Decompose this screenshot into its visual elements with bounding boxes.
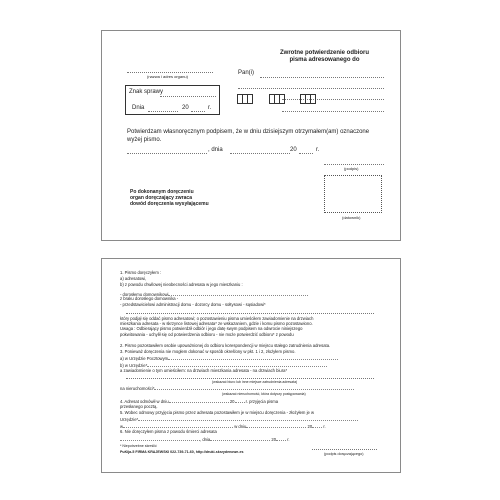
back-line-18: przesłanego pocztą. bbox=[120, 404, 158, 409]
signature-caption: (podpis) bbox=[344, 166, 359, 171]
carrier-signature-line bbox=[312, 449, 377, 450]
back-line-7: który podjął się oddać pismo adresatowi; o pozostawieniu pisma umieściłem zawiadomienie na drzwiach bbox=[120, 316, 314, 321]
return-receipt-front bbox=[101, 30, 401, 241]
back-printer: PuKija-5 FIRMA KRAJEWSKI 022-739-71-60, http://druki-skrzydenowe-es bbox=[120, 450, 244, 454]
back-fill-1 bbox=[126, 313, 374, 314]
back-line-1: 1. Pismo doręczyłem : bbox=[120, 270, 162, 275]
back-line-11: 2. Pismo pozostawiłem osobie upoważnionej do odbioru korespondencji w miejscu stałego zatrudnienia adresata. bbox=[120, 343, 331, 348]
date-year: 20 bbox=[182, 105, 189, 111]
back-caption-property: (wskazać nieruchomość, która dotyczy postępowania) bbox=[222, 392, 306, 396]
signature-line bbox=[324, 164, 384, 165]
place-date-line bbox=[230, 153, 290, 154]
back-line-15: a zawiadomienie o tym umieściłem: na drzwiach mieszkania adresata - na drzwiach biura* bbox=[120, 368, 288, 373]
back-line-5: z braku dorosłego domownika - bbox=[120, 296, 179, 301]
place-year: 20 bbox=[290, 147, 297, 153]
case-number-line bbox=[160, 96, 216, 97]
recipient-label: Pan(i) bbox=[238, 70, 255, 76]
back-caption-office: (wskazać biuro lub inne miejsce zatrudnienia adresata) bbox=[212, 380, 298, 384]
back-line-8: mieszkania adresata - w skrzynce listowej adresata* ze wskazaniem, gdzie i komu pismo pozostawiono. bbox=[120, 321, 313, 326]
back-line-10: pokwitowania - uchylił się od potwierdzenia odbioru - nie może potwierdzić odbioru* z powodu bbox=[120, 332, 294, 337]
recipient-line-4 bbox=[282, 111, 384, 112]
case-box bbox=[125, 85, 220, 115]
back-line-21: w w dniu 20 r. bbox=[120, 424, 326, 429]
back-fill-2 bbox=[126, 378, 374, 379]
recipient-line-3 bbox=[282, 99, 384, 100]
back-line-2: a) adresatowi, bbox=[120, 276, 147, 281]
back-line-12: 3. Ponieważ doręczenia nie mogłem dokonać w sposób określony w pkt. 1 i 2, złożyłem pismo. bbox=[120, 349, 296, 354]
back-line-19: 5. Wobec odmowy przyjęcia pismo przez adresata pozostawiłem je w miejscu doręczenia - złożyłem je w bbox=[120, 410, 315, 415]
back-line-3: b) z powodu chwilowej nieobecności adresata w jego mieszkaniu : bbox=[120, 282, 243, 287]
postcode-boxes-a bbox=[237, 94, 252, 104]
place-date-label: , dnia bbox=[208, 147, 223, 153]
back-footnote: * Niepotrzebne skreślić bbox=[120, 444, 157, 448]
date-label: Dnia bbox=[132, 105, 145, 111]
recipient-line-1 bbox=[260, 77, 384, 78]
back-line-23: , dnia 20 r. bbox=[120, 437, 290, 442]
back-line-20: Urzędzie* bbox=[120, 417, 358, 422]
back-line-17: 4. Adresat odmówił w dniu 20 r. przyjęcia pisma bbox=[120, 399, 279, 404]
sender-line bbox=[127, 72, 213, 73]
back-line-6: - przedstawicielowi administracji domu - dozorcy domu - sołtysowi - sąsiadowi* bbox=[120, 302, 266, 307]
date-suffix: r. bbox=[208, 105, 212, 111]
case-label: Znak sprawy bbox=[129, 89, 164, 95]
date-line bbox=[148, 111, 178, 112]
place-suffix: r. bbox=[316, 147, 320, 153]
stamp-box bbox=[324, 175, 382, 213]
return-receipt-back bbox=[101, 258, 401, 473]
receipt-header: Zwrotne potwierdzenie odbioru pisma adresowanego do bbox=[280, 50, 369, 63]
back-line-22: 6. Nie doręczyłem pisma z powodu śmierci adresata bbox=[120, 429, 217, 434]
back-line-16: na nieruchomości* bbox=[120, 386, 354, 391]
postcode-boxes-c bbox=[300, 94, 315, 104]
date-year-line bbox=[191, 111, 205, 112]
back-line-14: b) w Urzędzie* bbox=[120, 363, 327, 368]
carrier-signature-caption: (podpis doręczającego) bbox=[324, 452, 364, 456]
place-year-line bbox=[299, 153, 313, 154]
stamp-caption: (datownik) bbox=[342, 215, 361, 220]
return-note: Po dokonanym doręczeniu organ doręczający zwraca dowód doręczenia wysyłającemu bbox=[130, 189, 209, 207]
back-line-13: a) w Urzędzie Pocztowym bbox=[120, 356, 338, 361]
back-line-9: Uwaga : Odbierający pismo potwierdził odbiór i jego datę swym podpisem na odwrocie niniejszego bbox=[120, 326, 303, 331]
postcode-boxes-b bbox=[269, 94, 284, 104]
recipient-line-2 bbox=[238, 88, 384, 89]
place-line bbox=[127, 153, 207, 154]
sender-caption: (nazwa i adres organu) bbox=[147, 74, 188, 79]
confirmation-text: Potwierdzam własnoręcznym podpisem, że w dniu dzisiejszym otrzymałem(am) oznaczone wyżej pismo. bbox=[127, 129, 370, 143]
back-line-4: - dorosłemu domownikowi bbox=[120, 292, 308, 297]
